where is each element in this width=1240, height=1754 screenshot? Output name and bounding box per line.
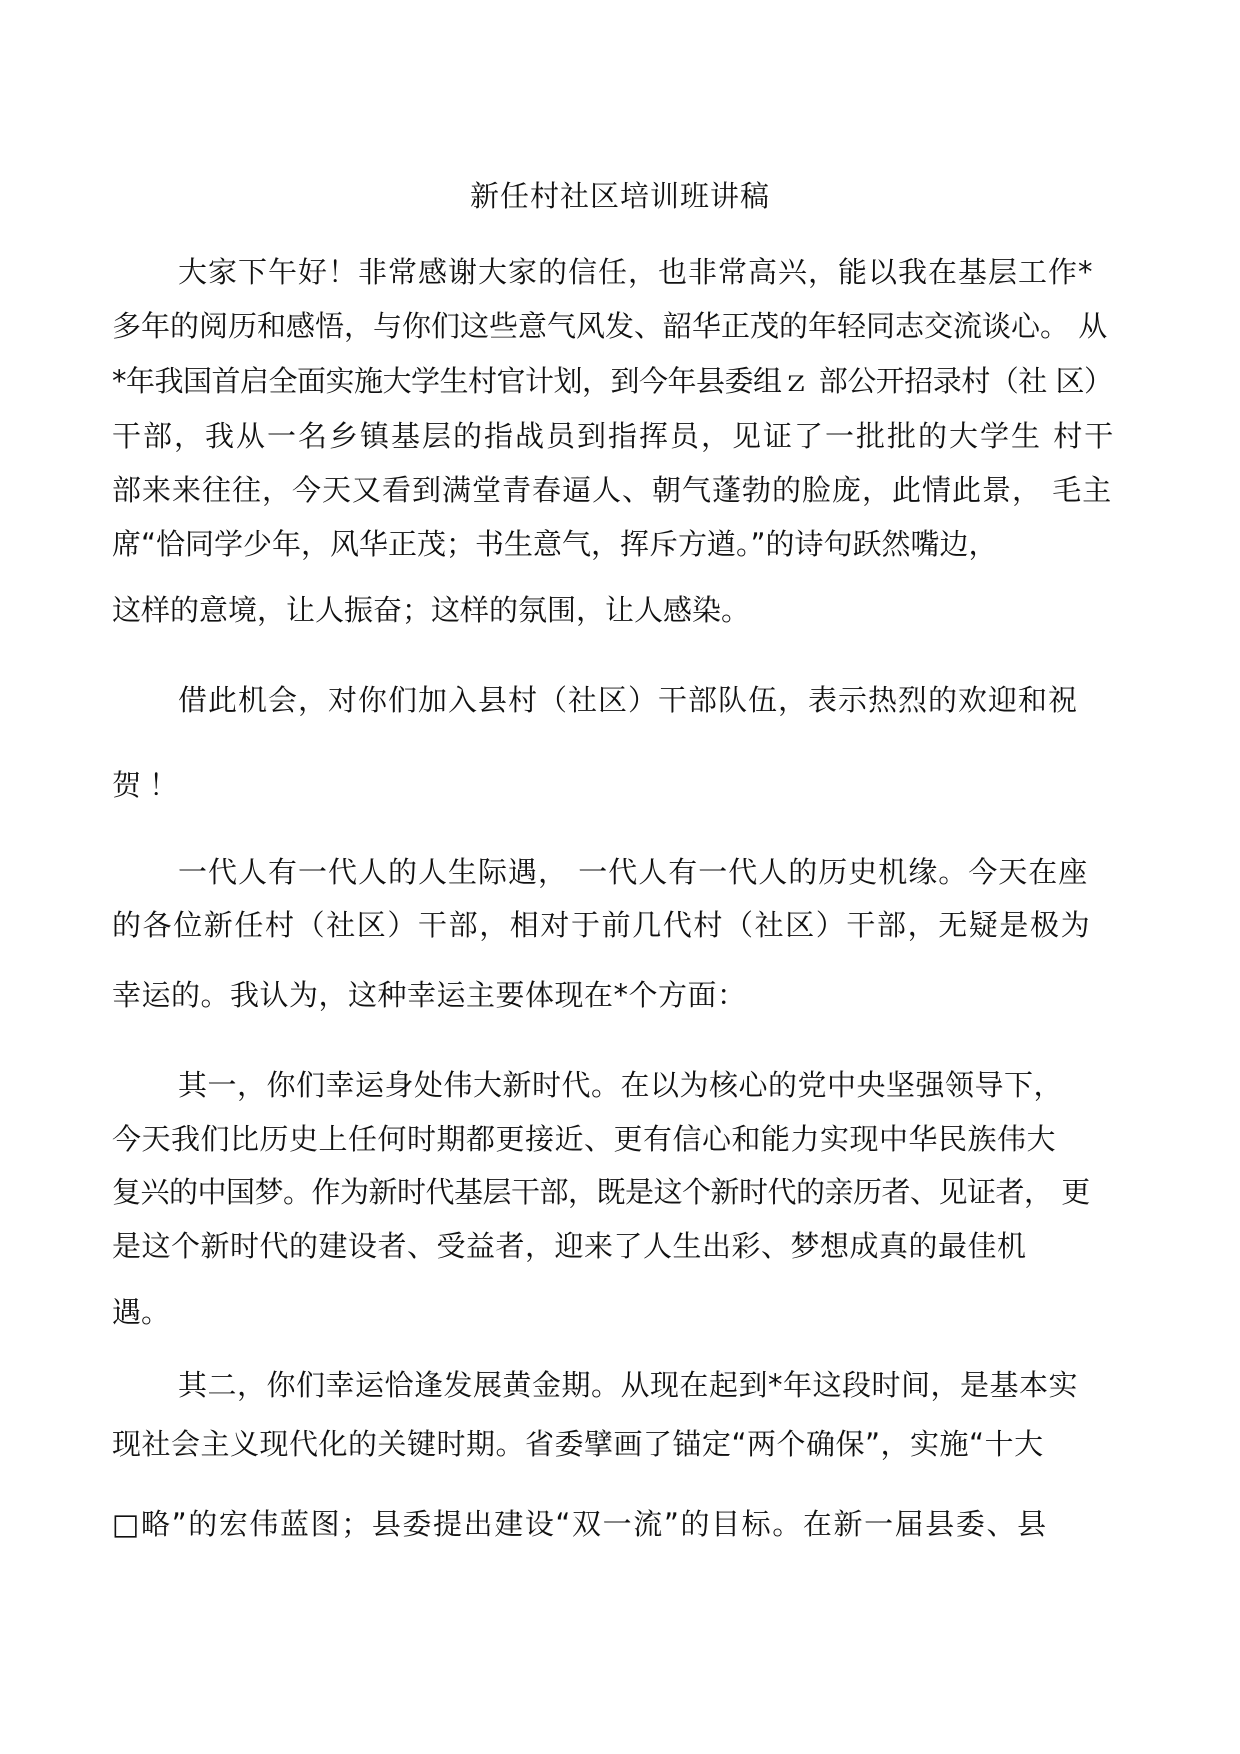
paragraph-line: □略”的宏伟蓝图；县委提出建设“双一流”的目标。在新一届县委、县	[112, 1507, 1048, 1541]
paragraph-line: 多年的阅历和感悟，与你们这些意气风发、韶华正茂的年轻同志交流谈心。 从	[112, 309, 1108, 343]
paragraph-line: 借此机会，对你们加入县村（社区）干部队伍，表示热烈的欢迎和祝	[178, 683, 1079, 717]
paragraph-line: 其一，你们幸运身处伟大新时代。在以为核心的党中央坚强领导下，	[178, 1068, 1064, 1102]
paragraph-line: 复兴的中国梦。作为新时代基层干部，既是这个新时代的亲历者、见证者， 更	[112, 1175, 1090, 1209]
paragraph-line: 今天我们比历史上任何时期都更接近、更有信心和能力实现中华民族伟大	[112, 1122, 1057, 1156]
paragraph-line: 部来来往往，今天又看到满堂青春逼人、朝气蓬勃的脸庞，此情此景， 毛主	[112, 473, 1113, 507]
paragraph-line: 幸运的。我认为，这种幸运主要体现在*个方面：	[112, 978, 747, 1012]
paragraph-line: 是这个新时代的建设者、受益者，迎来了人生出彩、梦想成真的最佳机	[112, 1229, 1027, 1263]
paragraph-line: *年我国首启全面实施大学生村官计划，到今年县委组ｚ 部公开招录村（社 区）	[112, 364, 1113, 398]
paragraph-line: 的各位新任村（社区）干部，相对于前几代村（社区）干部，无疑是极为	[112, 908, 1092, 942]
paragraph-line: 干部，我从一名乡镇基层的指战员到指挥员，见证了一批批的大学生 村干	[112, 419, 1116, 453]
paragraph-line: 贺！	[112, 768, 187, 802]
paragraph-line: 遇。	[112, 1295, 171, 1329]
paragraph-line: 一代人有一代人的人生际遇， 一代人有一代人的历史机缘。今天在座	[178, 855, 1089, 889]
document-title: 新任村社区培训班讲稿	[469, 179, 770, 213]
paragraph-line: 大家下午好！非常感谢大家的信任，也非常高兴，能以我在基层工作*	[178, 255, 1094, 289]
paragraph-line: 席“恰同学少年，风华正茂；书生意气，挥斥方遒。”的诗句跃然嘴边，	[112, 527, 998, 561]
paragraph-line: 现社会主义现代化的关键时期。省委擘画了锚定“两个确保”，实施“十大	[112, 1427, 1044, 1461]
paragraph-line: 这样的意境，让人振奋；这样的氛围，让人感染。	[112, 593, 751, 627]
paragraph-line: 其二，你们幸运恰逢发展黄金期。从现在起到*年这段时间，是基本实	[178, 1368, 1079, 1402]
